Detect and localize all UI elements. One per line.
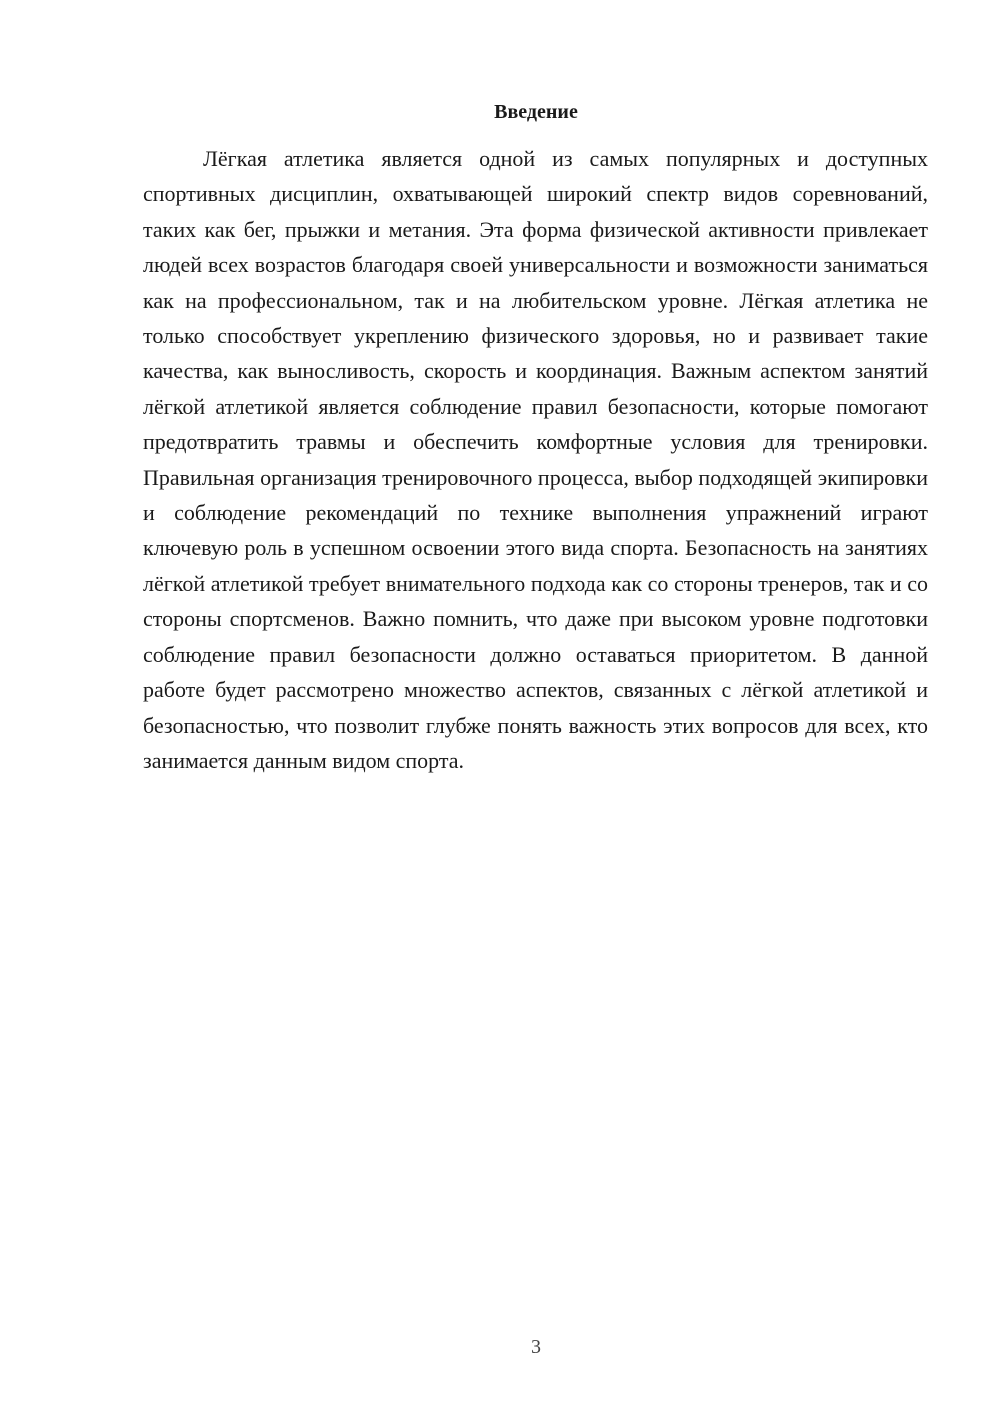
page-number: 3 — [531, 1336, 541, 1358]
section-heading: Введение — [494, 101, 578, 123]
body-paragraph: Лёгкая атлетика является одной из самых популярных и доступных спортивных дисциплин, охватывающей широкий спектр видов соревнований, таких как бег, прыжки и метания. Эта форма физической активности привлекает людей всех возрастов благодаря своей универсальности и возможности заниматься как на профессиональном, так и на любительском уровне. Лёгкая атлетика не только способствует укреплению физического здоровья, но и развивает такие качества, как выносливость, скорость и координация. Важным аспектом занятий лёгкой атлетикой является соблюдение правил безопасности, которые помогают предотвратить травмы и обеспечить комфортные условия для тренировки. Правильная организация тренировочного процесса, выбор подходящей экипировки и соблюдение рекомендаций по технике выполнения упражнений играют ключевую роль в успешном освоении этого вида спорта. Безопасность на занятиях лёгкой атлетикой требует внимательного подхода как со стороны тренеров, так и со стороны спортсменов. Важно помнить, что даже при высоком уровне подготовки соблюдение правил безопасности должно оставаться приоритетом. В данной работе будет рассмотрено множество аспектов, связанных с лёгкой атлетикой и безопасностью, что позволит глубже понять важность этих вопросов для всех, кто занимается данным видом спорта. — [143, 146, 928, 773]
